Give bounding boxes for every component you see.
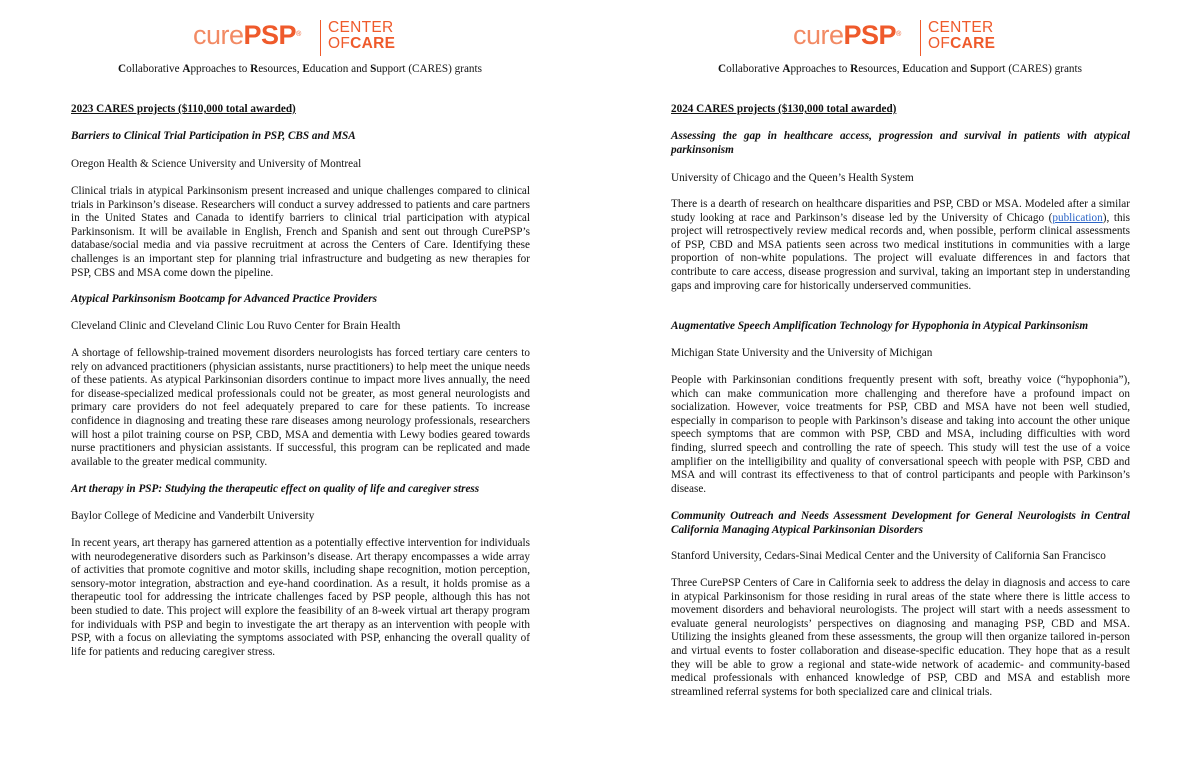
logo-cure-text: cure	[793, 20, 844, 50]
subtitle-initial: A	[782, 63, 791, 75]
publication-link[interactable]: publication	[1052, 211, 1103, 224]
project-description: A shortage of fellowship-trained movement disorders neurologists has forced tertiary care centers to rely on advanced practitioners (physician assistants, nurse practitioners) to help meet the unique needs of these patients. As atypical Parkinsonian disorders continue to impact more lives annually, the need for disease-specialized medical professionals could not be greater, as most general neurologists and primary care providers do not feel adequately prepared to care for these patients. To increase confidence in diagnosing and treating these rare diseases among neurology professionals, researchers will host a pilot training course on PSP, CBD, MSA and dementia with Lewy bodies geared towards nurse practitioners and physician assistants. If successful, this program can be replicated and made available to the greater medical community.	[71, 347, 530, 468]
project-institution: University of Chicago and the Queen’s Health System	[671, 172, 914, 184]
subtitle-text: esources,	[858, 63, 903, 75]
subtitle-text: upport (CARES) grants	[376, 63, 482, 75]
project-description: People with Parkinsonian conditions frequently present with soft, breathy voice (“hypophonia”), which can make communication more challenging and therefore have a profound impact on socialization. However, voice treatments for PSP, CBD and MSA have not been well studied, especially in comparison to people with Parkinson’s disease and taking into account the other unique speech symptoms that are common with PSP, CBD and MSA, including difficulties with word finding, slurred speech and controlling the rate of speech. This study will test the use of a voice amplifier on the intelligibility and quality of conversational speech with people with PSP, CBD and MSA and will contrast its effectiveness to that of control participants and people with Parkinson’s disease.	[671, 374, 1130, 495]
description-text: There is a dearth of research on healthcare disparities and PSP, CBD or MSA. Modeled after a similar study looking at race and Parkinson’s disease led by the University of Chicago (	[671, 198, 1130, 224]
description-text: ), this project will retrospectively review medical records and, when possible, perform clinical assessments of PSP, CBD and MSA patients seen across two medical institutions in communities with a large proportion of non-white populations. The project will evaluate differences in and factors that contribute to care access, disease progression and survival, taking an important step in understanding gaps and improving care for historically underserved communities.	[671, 211, 1130, 292]
logo-divider	[320, 20, 321, 56]
logo-of-care-line	[928, 36, 995, 52]
logo-center-of-care	[328, 20, 395, 52]
project-title: Atypical Parkinsonism Bootcamp for Advanced Practice Providers	[71, 293, 377, 305]
logo-cure-text: cure	[193, 20, 244, 50]
logo-care-text: CARE	[350, 35, 396, 52]
project-institution: Michigan State University and the University of Michigan	[671, 347, 933, 359]
project-institution: Cleveland Clinic and Cleveland Clinic Lou Ruvo Center for Brain Health	[71, 320, 401, 332]
logo-center-text: CENTER	[328, 19, 394, 36]
logo-of-text: OF	[928, 35, 951, 52]
subtitle-initial: R	[850, 63, 859, 75]
subtitle-initial: S	[370, 63, 377, 75]
logo-wordmark	[793, 18, 901, 52]
project-description: Three CurePSP Centers of Care in California seek to address the delay in diagnosis and access to care in atypical Parkinsonism for those residing in rural areas of the state where there is little access to movement disorders and behavioral neurologists. The project will start with a needs assessment to evaluate general neurologists’ perspectives on diagnosing and managing PSP, CBD and MSA. Utilizing the insights gleaned from these assessments, the group will then organize tailored in-person and virtual events to foster collaboration and disease-specific education. They hope that as a result they will be able to grow a regional and state-wide network of academic- and community-based medical professionals with enhanced knowledge of PSP, CBD and MSA and establish more streamlined referral systems for both specialized care and clinical trials.	[671, 577, 1130, 698]
logo-center-of-care	[928, 20, 995, 52]
project-title: Assessing the gap in healthcare access, progression and survival in patients with atypical parkinsonism	[671, 130, 1130, 156]
project-description: In recent years, art therapy has garnered attention as a potentially effective intervention for individuals with neurodegenerative disorders such as Parkinson’s disease. Art therapy encompasses a wide array of activities that promote cognitive and motor skills, including shape recognition, motion perception, sensory-motor integration, abstraction and eye-hand coordination. As a result, it holds promise as a therapeutic tool for addressing the intricate challenges faced by PSP people, although this has not been studied to date. This project will explore the feasibility of an 8-week virtual art therapy program for individuals with PSP and begin to investigate the art therapy as an intervention with people with PSP, with a focus on alleviating the symptoms associated with PSP, enhancing the overall quality of life for patients and reducing caregiver stress.	[71, 537, 530, 658]
subtitle-initial: E	[302, 63, 310, 75]
logo-tm: ®	[896, 31, 901, 38]
curepsp-center-of-care-logo	[793, 18, 1013, 58]
subtitle-initial: C	[118, 63, 127, 75]
logo-tm: ®	[296, 31, 301, 38]
subtitle-text: pproaches to	[790, 63, 851, 75]
subtitle-text: ollaborative	[726, 63, 783, 75]
subtitle-text: ducation and	[909, 63, 971, 75]
subtitle-text: ollaborative	[126, 63, 183, 75]
logo-psp-text: PSP	[843, 20, 897, 50]
logo-care-text: CARE	[950, 35, 996, 52]
document-page-right	[600, 0, 1200, 776]
project-institution: Baylor College of Medicine and Vanderbilt University	[71, 510, 315, 522]
subtitle-initial: C	[718, 63, 727, 75]
subtitle-text: ducation and	[309, 63, 371, 75]
document-subtitle	[0, 63, 600, 75]
subtitle-text: upport (CARES) grants	[976, 63, 1082, 75]
project-title: Art therapy in PSP: Studying the therapeutic effect on quality of life and caregiver stress	[71, 483, 480, 495]
subtitle-initial: A	[182, 63, 191, 75]
logo-psp-text: PSP	[243, 20, 297, 50]
logo-divider	[920, 20, 921, 56]
project-description: Clinical trials in atypical Parkinsonism present increased and unique challenges compared to clinical trials in Parkinson’s disease. Researchers will conduct a survey addressed to patients and care partners in the United States and Canada to identify barriers to clinical trial participation with atypical Parkinsonism. It will be available in English, French and Spanish and sent out through CurePSP’s database/social media and via passive recruitment at across the Centers of Care. Identifying these challenges is an important step for planning trial infrastructure and budgeting as new therapies for PSP, CBS and MSA come down the pipeline.	[71, 185, 530, 279]
logo-of-text: OF	[328, 35, 351, 52]
project-title: Barriers to Clinical Trial Participation in PSP, CBS and MSA	[71, 130, 356, 142]
subtitle-initial: R	[250, 63, 259, 75]
project-institution: Oregon Health & Science University and University of Montreal	[71, 158, 362, 170]
subtitle-text: esources,	[258, 63, 303, 75]
document-subtitle	[600, 63, 1200, 75]
logo-of-care-line	[328, 36, 395, 52]
logo-wordmark	[193, 18, 301, 52]
section-heading: 2023 CARES projects ($110,000 total awarded)	[71, 103, 296, 115]
subtitle-initial: S	[970, 63, 977, 75]
project-institution: Stanford University, Cedars-Sinai Medical Center and the University of California San Francisco	[671, 550, 1106, 562]
project-title: Augmentative Speech Amplification Technology for Hypophonia in Atypical Parkinsonism	[671, 320, 1089, 332]
project-title: Community Outreach and Needs Assessment Development for General Neurologists in Central California Managing Atypical Parkinsonian Disorders	[671, 510, 1130, 536]
subtitle-initial: E	[902, 63, 910, 75]
section-heading: 2024 CARES projects ($130,000 total awarded)	[671, 103, 897, 115]
curepsp-center-of-care-logo	[193, 18, 413, 58]
project-description	[671, 198, 1130, 293]
logo-center-text: CENTER	[928, 19, 994, 36]
subtitle-text: pproaches to	[190, 63, 251, 75]
